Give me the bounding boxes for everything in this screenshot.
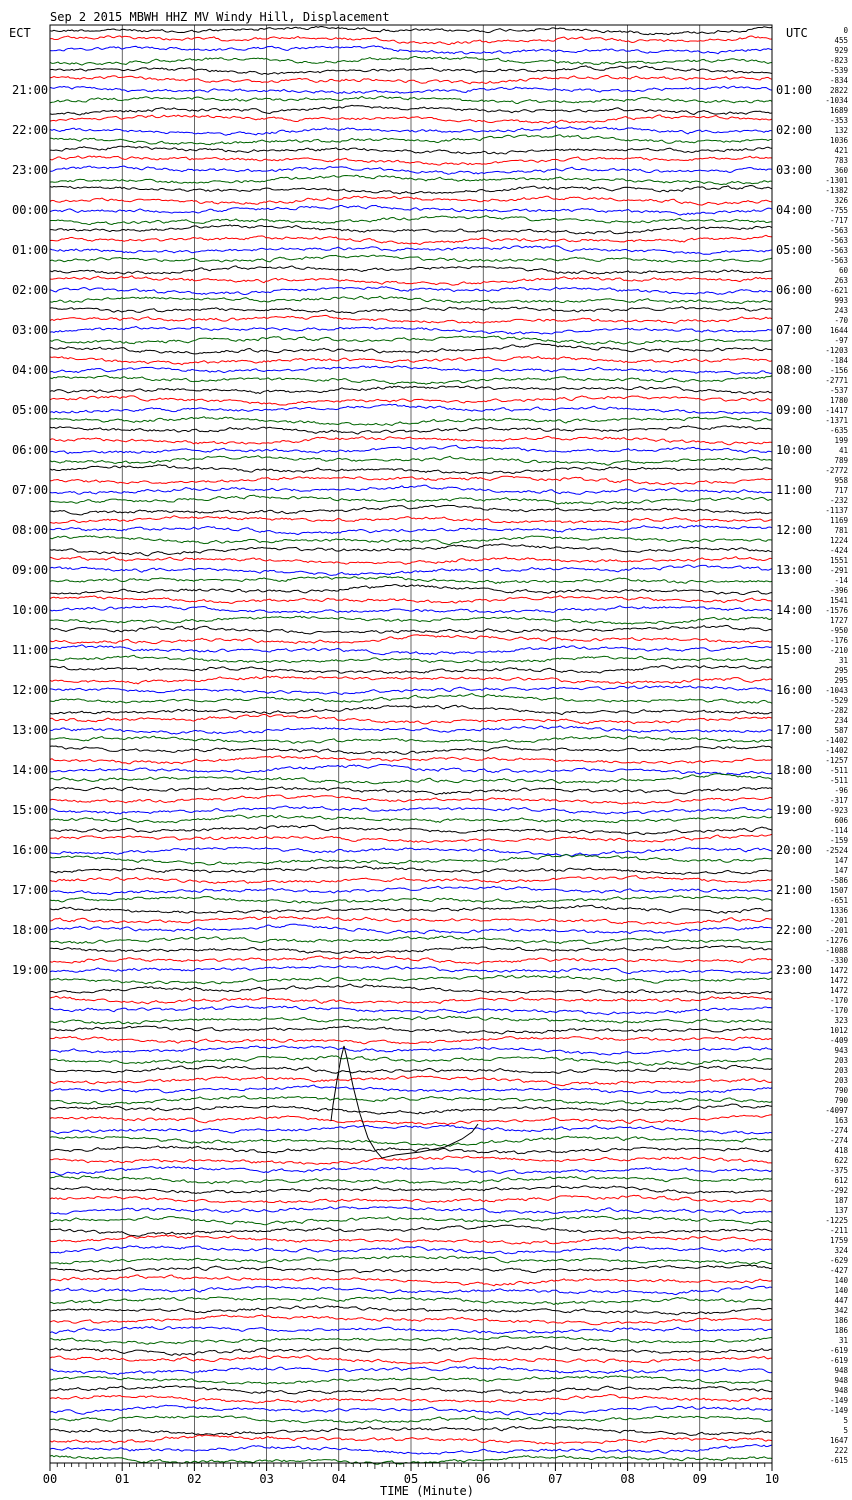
trace-offset-label: -1276 [825,936,848,945]
trace-offset-label: -923 [829,806,848,815]
x-tick-label: 09 [692,1472,708,1486]
trace-offset-label: 1224 [829,536,848,545]
trace-offset-label: 326 [834,196,848,205]
trace-offset-label: -619 [829,1346,848,1355]
trace-offset-label: -529 [829,696,848,705]
trace-offset-label: 203 [834,1076,848,1085]
trace-offset-label: -232 [829,496,848,505]
trace-offset-label: -274 [829,1126,848,1135]
trace-offset-label: 789 [834,456,848,465]
x-tick-label: 00 [42,1472,58,1486]
trace-offset-label: -1137 [825,506,848,515]
trace-offset-label: -70 [834,316,848,325]
trace-offset-label: 943 [834,1046,848,1055]
trace-offset-label: -539 [829,66,848,75]
trace-offset-label: 324 [834,1246,848,1255]
right-hour-label: 13:00 [776,563,813,577]
left-hour-label: 15:00 [12,803,49,817]
right-hour-label: 20:00 [776,843,813,857]
left-hour-label: 16:00 [12,843,49,857]
trace-offset-label: 323 [834,1016,848,1025]
chart-title: Sep 2 2015 MBWH HHZ MV Windy Hill, Displacement [50,10,390,24]
trace-offset-label: 1472 [829,986,848,995]
left-hour-label: 12:00 [12,683,49,697]
trace-offset-label: 41 [838,446,848,455]
x-tick-label: 07 [548,1472,563,1486]
trace-offset-label: 263 [834,276,848,285]
trace-offset-label: 163 [834,1116,848,1125]
trace-offset-label: 1759 [829,1236,848,1245]
left-hour-label: 14:00 [12,763,49,777]
trace-offset-label: 5 [843,1416,848,1425]
trace-offset-label: -14 [834,576,848,585]
trace-offset-label: -563 [829,246,848,255]
trace-offset-label: -317 [829,796,848,805]
trace-offset-label: -292 [829,1186,848,1195]
trace-offset-label: 1472 [829,966,848,975]
right-hour-label: 05:00 [776,243,813,257]
trace-offset-label: 147 [834,856,848,865]
left-hour-label: 02:00 [12,283,49,297]
trace-offset-label: -170 [829,1006,848,1015]
trace-offset-label: 295 [834,666,848,675]
trace-offset-label: 1541 [829,596,848,605]
right-hour-label: 22:00 [776,923,813,937]
x-tick-label: 10 [764,1472,780,1486]
left-hour-label: 11:00 [12,643,49,657]
trace-offset-label: 140 [834,1286,848,1295]
trace-offset-label: -537 [829,386,848,395]
x-axis-label: TIME (Minute) [380,1484,474,1498]
x-tick-label: 03 [259,1472,274,1486]
trace-offset-label: -619 [829,1356,848,1365]
trace-offset-label: 455 [834,36,848,45]
trace-offset-label: 622 [834,1156,848,1165]
left-hour-label: 05:00 [12,403,49,417]
right-hour-label: 23:00 [776,963,813,977]
left-hour-label: 03:00 [12,323,49,337]
trace-offset-label: -2772 [825,466,848,475]
left-hour-label: 22:00 [12,123,49,137]
left-hour-label: 13:00 [12,723,49,737]
trace-offset-label: 717 [834,486,848,495]
trace-offset-label: 1507 [829,886,848,895]
trace-offset-label: -210 [829,646,848,655]
trace-offset-label: -563 [829,226,848,235]
trace-offset-label: 2822 [829,86,848,95]
right-hour-label: 14:00 [776,603,813,617]
trace-offset-label: -201 [829,926,848,935]
right-hour-label: 10:00 [776,443,813,457]
trace-offset-label: 783 [834,156,848,165]
trace-offset-label: 790 [834,1096,848,1105]
trace-offset-label: -211 [829,1226,848,1235]
trace-offset-label: 1727 [829,616,848,625]
trace-offset-label: -511 [829,766,848,775]
trace-offset-label: 447 [834,1296,848,1305]
trace-offset-label: 1169 [829,516,848,525]
trace-offset-label: -1257 [825,756,848,765]
trace-offset-label: -2524 [825,846,848,855]
trace-offset-label: -1402 [825,746,848,755]
trace-offset-label: 360 [834,166,848,175]
trace-offset-label: -651 [829,896,848,905]
trace-offset-label: 199 [834,436,848,445]
trace-offset-label: 234 [834,716,848,725]
trace-offset-label: -282 [829,706,848,715]
trace-offset-label: -563 [829,256,848,265]
trace-offset-label: -176 [829,636,848,645]
trace-offset-label: -2771 [825,376,848,385]
trace-offset-label: -1371 [825,416,848,425]
left-axis-label: ECT [9,26,31,40]
right-hour-label: 15:00 [776,643,813,657]
right-hour-label: 18:00 [776,763,813,777]
trace-offset-label: -717 [829,216,848,225]
trace-offset-label: -96 [834,786,848,795]
trace-offset-label: -1203 [825,346,848,355]
trace-offset-label: -396 [829,586,848,595]
x-tick-label: 05 [403,1472,419,1486]
trace-offset-label: 0 [843,26,848,35]
left-hour-label: 10:00 [12,603,49,617]
trace-offset-label: -1088 [825,946,848,955]
trace-offset-label: 203 [834,1066,848,1075]
trace-offset-label: -1402 [825,736,848,745]
right-hour-label: 11:00 [776,483,813,497]
x-tick-label: 02 [187,1472,202,1486]
trace-offset-label: 243 [834,306,848,315]
left-hour-label: 17:00 [12,883,49,897]
trace-offset-label: -409 [829,1036,848,1045]
trace-offset-label: 5 [843,1426,848,1435]
trace-offset-label: -375 [829,1166,848,1175]
trace-offset-label: 1036 [829,136,848,145]
right-hour-label: 16:00 [776,683,813,697]
trace-offset-label: -353 [829,116,848,125]
trace-offset-label: 1336 [829,906,848,915]
right-axis-label: UTC [786,26,808,40]
right-hour-label: 07:00 [776,323,813,337]
trace-offset-label: -629 [829,1256,848,1265]
trace-offset-label: -1225 [825,1216,848,1225]
trace-offset-label: 606 [834,816,848,825]
trace-offset-label: 1780 [829,396,848,405]
right-hour-label: 04:00 [776,203,813,217]
right-hour-label: 19:00 [776,803,813,817]
trace-offset-label: -1382 [825,186,848,195]
trace-offset-label: 612 [834,1176,848,1185]
trace-offset-label: 781 [834,526,848,535]
right-hour-label: 03:00 [776,163,813,177]
trace-offset-label: 140 [834,1276,848,1285]
trace-offset-label: -823 [829,56,848,65]
trace-offset-label: -615 [829,1456,848,1465]
right-hour-label: 06:00 [776,283,813,297]
trace-offset-label: 1472 [829,976,848,985]
trace-offset-label: 31 [838,656,848,665]
trace-offset-label: -170 [829,996,848,1005]
x-tick-label: 01 [114,1472,130,1486]
trace-offset-label: -114 [829,826,848,835]
trace-offset-label: -159 [829,836,848,845]
left-hour-label: 00:00 [12,203,49,217]
trace-offset-label: 790 [834,1086,848,1095]
left-hour-label: 19:00 [12,963,49,977]
trace-offset-label: -1576 [825,606,848,615]
right-hour-label: 09:00 [776,403,813,417]
trace-offset-label: -97 [834,336,848,345]
trace-offset-label: -1301 [825,176,848,185]
trace-offset-label: 587 [834,726,848,735]
trace-offset-label: 948 [834,1376,848,1385]
x-tick-label: 06 [475,1472,491,1486]
right-hour-label: 01:00 [776,83,813,97]
right-hour-label: 21:00 [776,883,813,897]
trace-offset-label: -586 [829,876,848,885]
trace-offset-label: 948 [834,1366,848,1375]
left-hour-label: 18:00 [12,923,49,937]
trace-offset-label: -291 [829,566,848,575]
trace-offset-label: 342 [834,1306,848,1315]
left-hour-label: 23:00 [12,163,49,177]
trace-offset-label: -149 [829,1406,848,1415]
trace-offset-label: -4097 [825,1106,848,1115]
left-hour-label: 21:00 [12,83,49,97]
trace-offset-label: -1034 [825,96,848,105]
trace-offset-label: 186 [834,1326,848,1335]
trace-offset-label: -201 [829,916,848,925]
x-tick-label: 04 [331,1472,347,1486]
left-hour-label: 01:00 [12,243,49,257]
right-hour-label: 02:00 [776,123,813,137]
trace-offset-label: 1012 [829,1026,848,1035]
trace-offset-label: -427 [829,1266,848,1275]
trace-offset-label: 187 [834,1196,848,1205]
trace-offset-label: 295 [834,676,848,685]
trace-offset-label: 421 [834,146,848,155]
trace-offset-label: 948 [834,1386,848,1395]
trace-offset-label: -274 [829,1136,848,1145]
trace-offset-label: 1551 [829,556,848,565]
trace-offset-label: 418 [834,1146,848,1155]
trace-offset-label: 1647 [829,1436,848,1445]
trace-offset-label: -563 [829,236,848,245]
trace-offset-label: 186 [834,1316,848,1325]
trace-offset-label: 222 [834,1446,848,1455]
trace-offset-label: -1417 [825,406,848,415]
trace-offset-label: -330 [829,956,848,965]
right-hour-label: 17:00 [776,723,813,737]
trace-offset-label: 203 [834,1056,848,1065]
trace-offset-label: 958 [834,476,848,485]
trace-offset-label: 147 [834,866,848,875]
x-tick-label: 08 [620,1472,635,1486]
left-hour-label: 07:00 [12,483,49,497]
trace-offset-label: -511 [829,776,848,785]
trace-offset-label: 929 [834,46,848,55]
trace-offset-label: 60 [838,266,848,275]
trace-offset-label: -834 [829,76,848,85]
trace-offset-label: 1689 [829,106,848,115]
left-hour-label: 04:00 [12,363,49,377]
trace-offset-label: -1043 [825,686,848,695]
trace-offset-label: -424 [829,546,848,555]
trace-offset-label: 132 [834,126,848,135]
trace-offset-label: -755 [829,206,848,215]
right-hour-label: 12:00 [776,523,813,537]
left-hour-label: 09:00 [12,563,49,577]
left-hour-label: 06:00 [12,443,49,457]
trace-offset-label: -621 [829,286,848,295]
trace-offset-label: -149 [829,1396,848,1405]
trace-offset-label: -635 [829,426,848,435]
trace-offset-label: -950 [829,626,848,635]
trace-offset-label: 137 [834,1206,848,1215]
trace-offset-label: 31 [838,1336,848,1345]
right-hour-label: 08:00 [776,363,813,377]
trace-offset-label: 1644 [829,326,848,335]
trace-offset-label: 993 [834,296,848,305]
trace-offset-label: -156 [829,366,848,375]
left-hour-label: 08:00 [12,523,49,537]
trace-offset-label: -184 [829,356,848,365]
